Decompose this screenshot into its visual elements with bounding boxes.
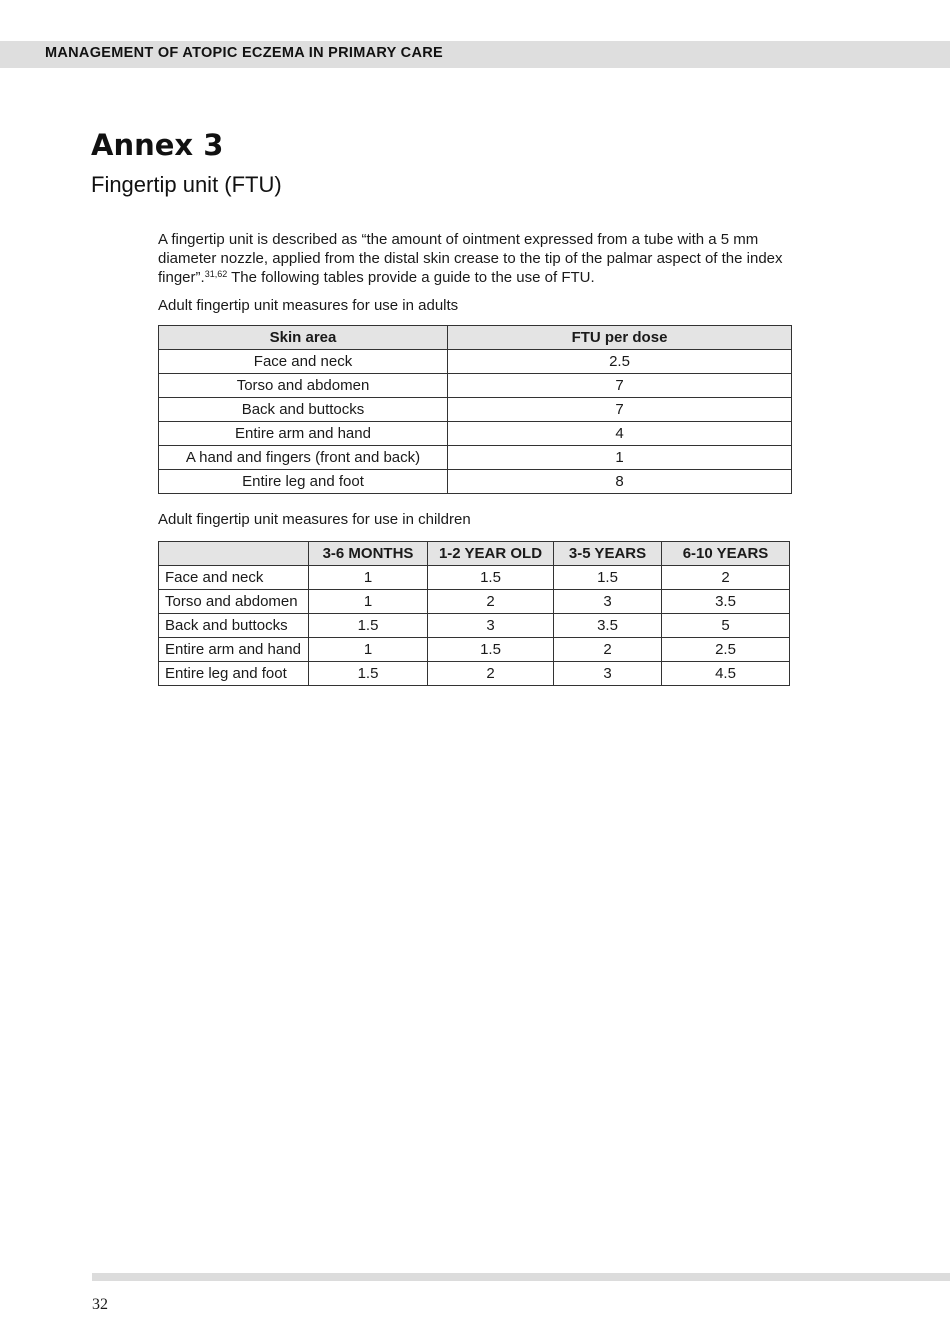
- ftu-cell: 1: [448, 446, 792, 470]
- skin-area-cell: Entire leg and foot: [159, 470, 448, 494]
- skin-area-cell: Face and neck: [159, 566, 309, 590]
- column-header: 3-6 MONTHS: [309, 542, 428, 566]
- ftu-cell: 1: [309, 590, 428, 614]
- reference-superscript: 31,62: [204, 269, 228, 279]
- ftu-cell: 3: [554, 590, 662, 614]
- table-row: [159, 638, 790, 662]
- annex-subtitle: Fingertip unit (FTU): [91, 172, 282, 197]
- table-row: [159, 590, 790, 614]
- table-row: [159, 446, 792, 470]
- footer-rule: [92, 1273, 950, 1281]
- ftu-cell: 1: [309, 638, 428, 662]
- ftu-cell: 4.5: [662, 662, 790, 686]
- table-row: [159, 350, 792, 374]
- ftu-cell: 1: [309, 566, 428, 590]
- column-header: 1-2 YEAR OLD: [428, 542, 554, 566]
- table-row: [159, 374, 792, 398]
- child-table-caption: Adult fingertip unit measures for use in children: [158, 511, 471, 528]
- table-row: [159, 614, 790, 638]
- adult-ftu-table: [158, 325, 792, 494]
- column-header: Skin area: [159, 326, 448, 350]
- ftu-cell: 1.5: [309, 614, 428, 638]
- ftu-cell: 3: [428, 614, 554, 638]
- child-ftu-table: [158, 541, 790, 686]
- table-row: [159, 470, 792, 494]
- ftu-cell: 2.5: [448, 350, 792, 374]
- skin-area-cell: Entire leg and foot: [159, 662, 309, 686]
- skin-area-cell: Entire arm and hand: [159, 422, 448, 446]
- table-header-row: [159, 542, 790, 566]
- table-row: [159, 566, 790, 590]
- column-header: 6-10 YEARS: [662, 542, 790, 566]
- page-number: 32: [92, 1296, 108, 1313]
- annex-title: Annex 3: [91, 128, 224, 162]
- ftu-cell: 1.5: [428, 638, 554, 662]
- ftu-cell: 7: [448, 398, 792, 422]
- skin-area-cell: Back and buttocks: [159, 614, 309, 638]
- ftu-cell: 2: [428, 590, 554, 614]
- column-header: FTU per dose: [448, 326, 792, 350]
- intro-text-continued: The following tables provide a guide to the use of FTU.: [227, 269, 595, 286]
- ftu-cell: 1.5: [309, 662, 428, 686]
- column-header: [159, 542, 309, 566]
- ftu-cell: 3: [554, 662, 662, 686]
- skin-area-cell: Torso and abdomen: [159, 374, 448, 398]
- ftu-cell: 7: [448, 374, 792, 398]
- ftu-cell: 8: [448, 470, 792, 494]
- adult-table-caption: Adult fingertip unit measures for use in adults: [158, 297, 459, 314]
- ftu-cell: 3.5: [662, 590, 790, 614]
- ftu-cell: 1.5: [428, 566, 554, 590]
- ftu-cell: 4: [448, 422, 792, 446]
- skin-area-cell: Face and neck: [159, 350, 448, 374]
- ftu-cell: 3.5: [554, 614, 662, 638]
- intro-text: A fingertip unit is described as “the amount of ointment expressed from a tube with a 5 mm diameter nozzle, applied from the distal skin crease to the tip of the palmar aspect of the index finger”.: [158, 231, 783, 286]
- table-row: [159, 662, 790, 686]
- ftu-cell: 2: [662, 566, 790, 590]
- ftu-cell: 2.5: [662, 638, 790, 662]
- ftu-cell: 2: [554, 638, 662, 662]
- running-header-title: MANAGEMENT OF ATOPIC ECZEMA IN PRIMARY CARE: [45, 45, 443, 61]
- table-header-row: [159, 326, 792, 350]
- table-row: [159, 422, 792, 446]
- ftu-cell: 2: [428, 662, 554, 686]
- ftu-cell: 1.5: [554, 566, 662, 590]
- running-header: [0, 41, 950, 68]
- column-header: 3-5 YEARS: [554, 542, 662, 566]
- intro-paragraph: [158, 230, 798, 287]
- skin-area-cell: Back and buttocks: [159, 398, 448, 422]
- skin-area-cell: A hand and fingers (front and back): [159, 446, 448, 470]
- skin-area-cell: Torso and abdomen: [159, 590, 309, 614]
- skin-area-cell: Entire arm and hand: [159, 638, 309, 662]
- table-row: [159, 398, 792, 422]
- ftu-cell: 5: [662, 614, 790, 638]
